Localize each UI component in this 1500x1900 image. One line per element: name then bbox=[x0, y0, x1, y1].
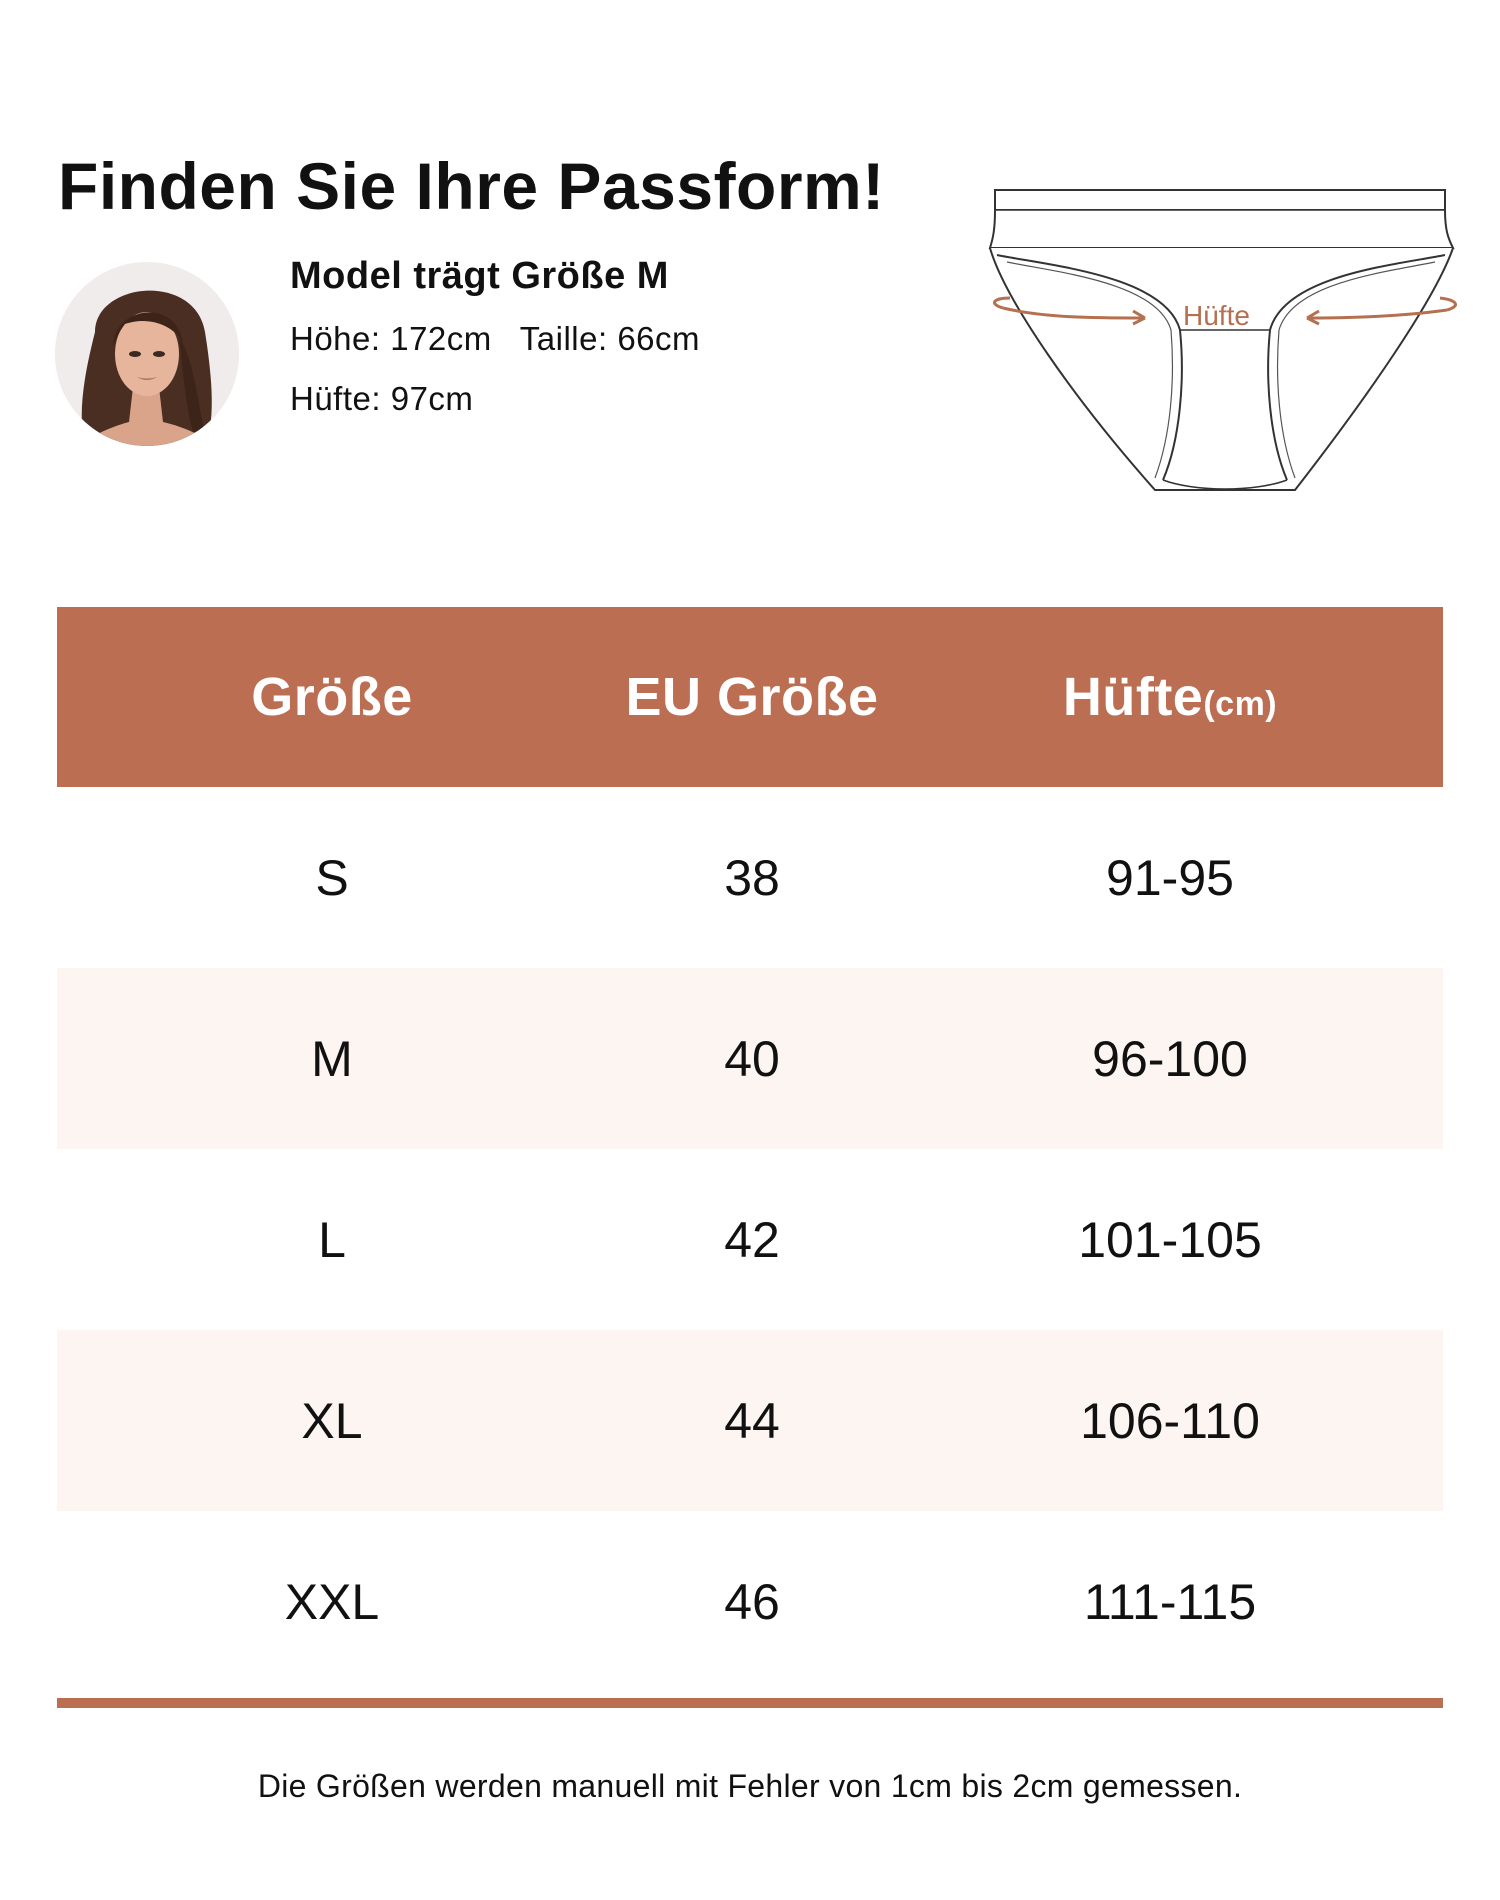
table-row bbox=[57, 787, 1443, 968]
cell-hip: 96-100 bbox=[1092, 1030, 1248, 1087]
table-row bbox=[57, 1149, 1443, 1330]
header-hip bbox=[897, 666, 1443, 728]
table-row bbox=[57, 1330, 1443, 1511]
table-bottom-rule bbox=[57, 1698, 1443, 1708]
model-height: Höhe: 172cm bbox=[290, 320, 492, 357]
size-table bbox=[57, 607, 1443, 1708]
cell-size: M bbox=[311, 1030, 353, 1087]
cell-hip: 111-115 bbox=[1083, 1573, 1257, 1630]
cell-eu-size: 46 bbox=[724, 1573, 780, 1630]
cell-hip: 101-105 bbox=[1078, 1211, 1262, 1268]
cell-hip: 91-95 bbox=[1106, 849, 1234, 906]
cell-eu-size: 40 bbox=[724, 1030, 780, 1087]
cell-eu-size: 44 bbox=[724, 1392, 780, 1449]
header-size: Größe bbox=[251, 667, 413, 727]
header-hip-label: Hüfte bbox=[1062, 667, 1204, 727]
model-size-heading: Model trägt Größe M bbox=[290, 255, 669, 297]
page-title: Finden Sie Ihre Passform! bbox=[58, 149, 885, 223]
model-waist: Taille: 66cm bbox=[519, 320, 701, 357]
measurement-footnote: Die Größen werden manuell mit Fehler von 1cm bis 2cm gemessen. bbox=[257, 1768, 1243, 1804]
table-header bbox=[57, 607, 1443, 787]
cell-size: XL bbox=[301, 1392, 363, 1449]
header-eu-size: EU Größe bbox=[625, 667, 879, 727]
cell-size: S bbox=[315, 849, 349, 906]
model-hip: Hüfte: 97cm bbox=[290, 380, 474, 417]
table-row bbox=[57, 968, 1443, 1149]
table-row bbox=[57, 1511, 1443, 1692]
model-measurements-line bbox=[290, 320, 700, 358]
cell-size: L bbox=[318, 1211, 346, 1268]
cell-size: XXL bbox=[284, 1573, 380, 1630]
model-avatar bbox=[55, 262, 239, 446]
header-hip-unit: (cm) bbox=[1203, 685, 1278, 723]
garment-diagram bbox=[985, 180, 1465, 500]
diagram-hip-label: Hüfte bbox=[1183, 300, 1250, 331]
model-info bbox=[290, 255, 700, 440]
table-body bbox=[57, 787, 1443, 1692]
cell-eu-size: 38 bbox=[724, 849, 780, 906]
cell-hip: 106-110 bbox=[1080, 1392, 1260, 1449]
cell-eu-size: 42 bbox=[724, 1211, 780, 1268]
